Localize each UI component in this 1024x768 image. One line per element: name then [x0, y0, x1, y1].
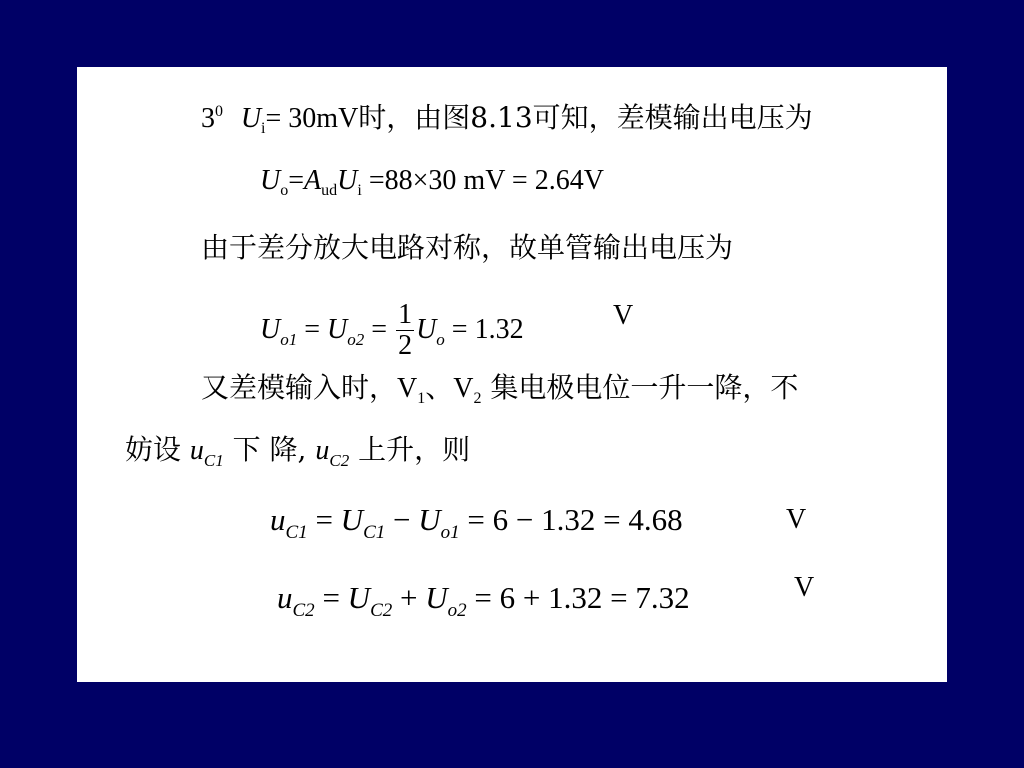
uo1-term: U — [418, 502, 441, 537]
collector-potential-statement — [201, 371, 798, 416]
step-superscript: 0 — [215, 103, 223, 120]
line6-text-1: 妨设 — [125, 433, 190, 466]
step-number: 3 — [201, 103, 215, 134]
uo1-term-subscript: o1 — [440, 522, 460, 543]
assumption-statement — [125, 433, 470, 471]
UC1-term: U — [340, 502, 364, 537]
uo2-term-subscript: o2 — [447, 600, 467, 621]
uo1-subscript: o1 — [280, 330, 298, 349]
uo2-variable: U — [327, 314, 348, 345]
ui-subscript: i — [261, 120, 266, 137]
uc2-equals: = — [314, 580, 348, 615]
line6-text-3: 上升，则 — [349, 433, 471, 466]
uc1-equation — [270, 503, 683, 542]
uo-variable: U — [260, 165, 281, 196]
uc1-lhs-subscript: C1 — [285, 522, 308, 543]
slide-content — [77, 67, 947, 682]
uc2-equation — [277, 581, 690, 620]
aud-variable: A — [304, 165, 322, 196]
line3-text: 由于差分放大电路对称，故单管输出电压为 — [201, 231, 734, 264]
v1-label: V — [397, 373, 418, 404]
minus-operator: − — [385, 502, 419, 537]
fraction-numerator: 1 — [398, 299, 413, 330]
uc1-equals: = — [307, 502, 341, 537]
single-tube-statement — [201, 231, 733, 265]
uo2-subscript: o2 — [347, 330, 365, 349]
fraction-denominator: 2 — [398, 330, 413, 361]
equals-2: = — [364, 314, 395, 345]
v2-subscript: 2 — [473, 390, 482, 407]
uc2-result: = 6 + 1.32 = 7.32 — [466, 580, 690, 615]
line5-text-1: 又差模输入时， — [201, 371, 398, 404]
uc1-variable: u — [189, 435, 204, 466]
uo-subscript-3: o — [436, 330, 445, 349]
equals-1: = — [297, 314, 328, 345]
uo-subscript: o — [280, 182, 289, 199]
line5-text-2: 集电极电位一升一降，不 — [481, 371, 799, 404]
UC2-term: U — [347, 580, 371, 615]
enum-comma: 、 — [425, 371, 454, 404]
v2-label: V — [453, 373, 474, 404]
equals-sign: = — [288, 165, 305, 196]
line1-text: 时，由图8.13可知，差模输出电压为 — [358, 101, 813, 134]
unit-volt-1: V — [613, 300, 634, 331]
uc1-lhs: u — [270, 502, 286, 537]
unit-volt-2: V — [786, 504, 807, 535]
aud-subscript: ud — [321, 182, 338, 199]
line-differential-input — [201, 95, 813, 146]
UC1-subscript: C1 — [363, 522, 386, 543]
one-half-fraction — [396, 300, 414, 361]
uo-variable-3: U — [416, 314, 437, 345]
line6-text-2: 下 降, — [223, 433, 316, 466]
uc2-lhs: u — [277, 580, 293, 615]
single-tube-equation — [260, 289, 524, 369]
ui-variable: U — [240, 103, 262, 134]
output-voltage-value: =88×30 mV = 2.64V — [361, 165, 604, 196]
uo2-term: U — [425, 580, 448, 615]
uc1-result: = 6 − 1.32 = 4.68 — [459, 502, 683, 537]
ui-value: = 30mV — [265, 103, 359, 134]
plus-operator: + — [392, 580, 426, 615]
v1-subscript: 1 — [417, 390, 426, 407]
UC2-subscript: C2 — [370, 600, 393, 621]
uc2-variable: u — [315, 435, 330, 466]
unit-volt-3: V — [794, 572, 815, 603]
ui-subscript-2: i — [357, 182, 362, 199]
single-tube-value: = 1.32 — [444, 314, 524, 345]
uo1-variable: U — [260, 314, 281, 345]
output-voltage-equation — [260, 163, 604, 208]
uc1-subscript: C1 — [203, 451, 224, 470]
uc2-lhs-subscript: C2 — [292, 600, 315, 621]
ui-variable-2: U — [337, 165, 358, 196]
uc2-subscript: C2 — [329, 451, 350, 470]
